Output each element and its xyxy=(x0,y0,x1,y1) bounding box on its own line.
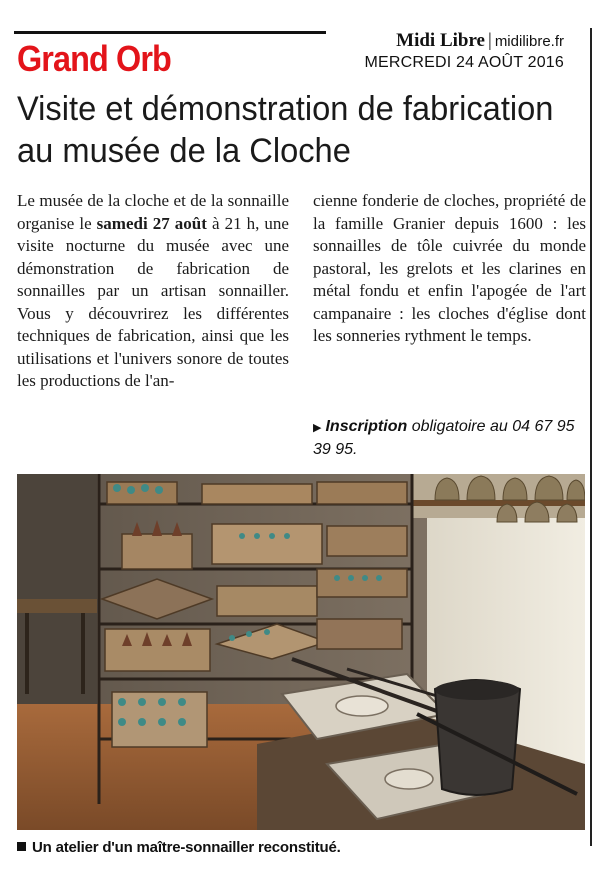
masthead xyxy=(396,30,564,52)
publication-date: MERCREDI 24 AOÛT 2016 xyxy=(364,54,564,71)
event-date: samedi 27 août xyxy=(96,213,207,233)
workshop-photo xyxy=(17,474,585,830)
col1-text-b: à 21 h, une visite nocturne du musée avec une démonstration de fabrication de sonnailles par un artisan sonnailler. Vous y découvrirez les différentes techniques de fabrication, ainsi que les utilisations et l'univers sonore de toutes les productions de l'an- xyxy=(17,213,289,390)
caption-text: Un atelier d'un maître-sonnailler reconstitué. xyxy=(32,839,341,856)
square-bullet-icon xyxy=(17,842,26,851)
inscription-details: obligatoire au 04 67 95 39 95. xyxy=(313,418,575,458)
col2-text: cienne fonderie de cloches, propriété de la famille Granier depuis 1600 : les sonnailles de tôle cuivrée du monde pastoral, les grelots et les clarines en métal fondu et enfin l'apogée de l'art campanaire : les cloches d'église dont les sonneries rythment le temps. xyxy=(313,191,586,345)
masthead-separator: | xyxy=(488,30,492,51)
headline: Visite et démonstration de fabrication au musée de la Cloche xyxy=(17,90,554,170)
triangle-bullet-icon: ▶ xyxy=(313,422,322,434)
publication-name: Midi Libre xyxy=(396,30,485,51)
website: midilibre.fr xyxy=(494,33,564,50)
article-column-2 xyxy=(313,190,586,348)
section-title: Grand Orb xyxy=(17,38,171,79)
workshop-illustration xyxy=(17,474,585,830)
inscription-label: Inscription xyxy=(325,418,408,435)
inscription-note xyxy=(313,416,593,461)
photo-caption xyxy=(17,839,341,856)
top-rule xyxy=(14,31,326,34)
article-column-1 xyxy=(17,190,289,393)
col1-text-a: Le musée de la cloche et de la sonnaille organise le xyxy=(17,191,289,233)
